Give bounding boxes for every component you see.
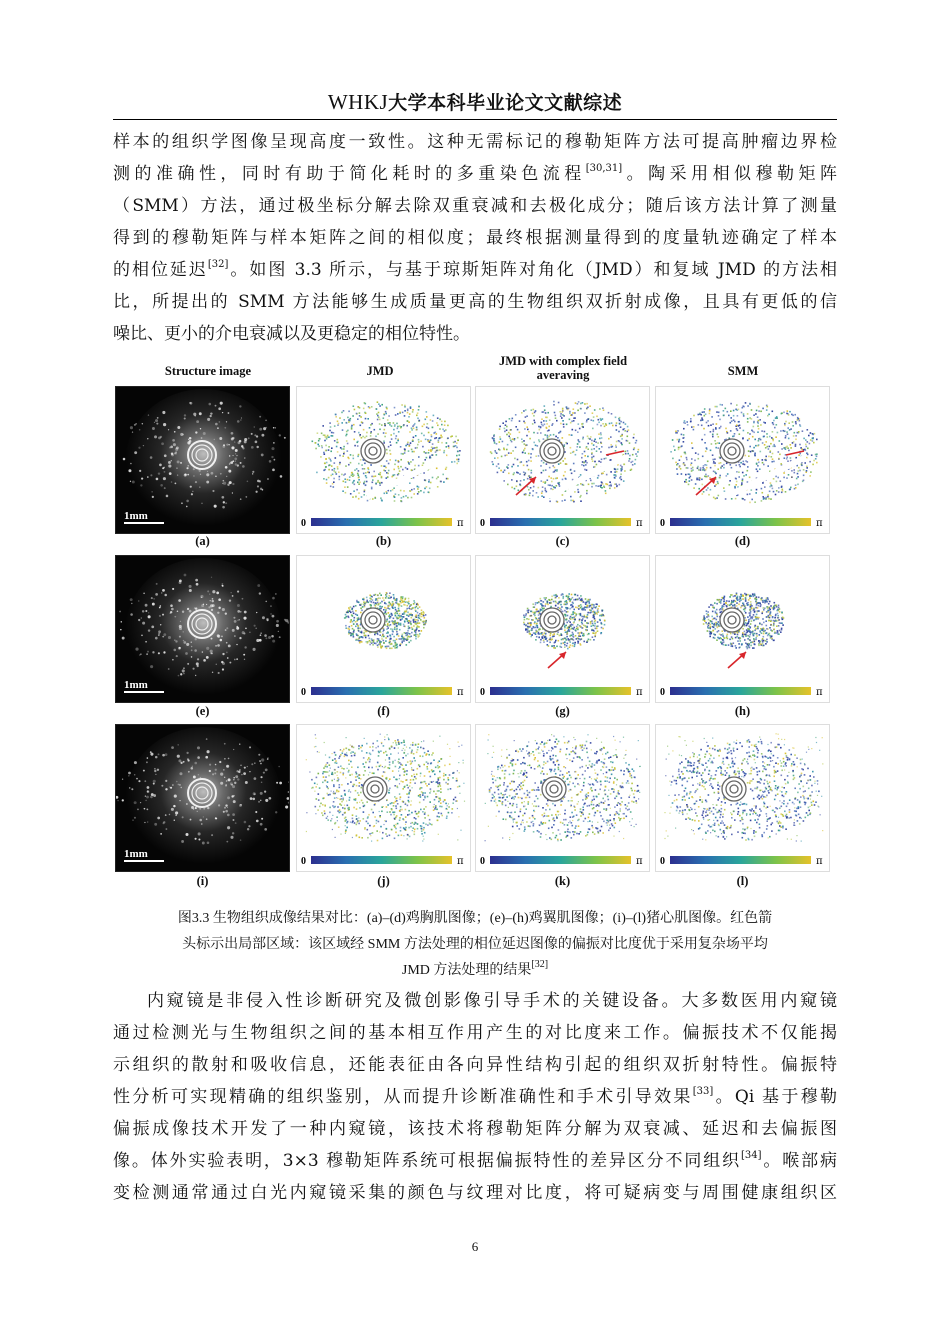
red-arrow — [606, 451, 624, 455]
page-number: 6 — [471, 1239, 479, 1254]
panel-label: (h) — [734, 704, 751, 718]
colorbar-max: π — [457, 518, 464, 529]
catheter-ring — [369, 616, 377, 624]
phase-retardation-panel — [296, 555, 471, 703]
scale-bar-label: 1mm — [124, 679, 148, 691]
colorbar — [670, 518, 811, 526]
col-head-structure: Structure image — [164, 364, 252, 378]
retardation-map — [656, 725, 830, 872]
scale-bar-label: 1mm — [124, 510, 148, 522]
page-header — [0, 88, 950, 115]
retardation-map — [476, 387, 650, 534]
text-run: 。喉部病 — [761, 1151, 838, 1171]
paragraph-line: 样本的组织学图像呈现高度一致性。这种无需标记的穆勒矩阵方法可提高肿瘤边界检 — [113, 132, 837, 152]
col-head-text: JMD with complex field averaving — [498, 354, 628, 382]
catheter-ring — [550, 785, 558, 793]
panel-label: (l) — [736, 874, 749, 888]
paragraph-line — [113, 1145, 837, 1177]
colorbar-min: 0 — [480, 518, 485, 529]
colorbar-min: 0 — [660, 856, 665, 867]
colorbar — [490, 856, 631, 864]
paragraph-line: 示组织的散射和吸收信息，还能表征由各向异性结构引起的组织双折射特性。偏振特 — [113, 1055, 837, 1075]
panel-label: (g) — [555, 704, 570, 718]
text-run: 性分析可实现精确的组织鉴别，从而提升诊断准确性和手术引导效果 — [113, 1087, 693, 1107]
phase-retardation-panel — [655, 386, 830, 534]
figure-3-3 — [113, 354, 837, 894]
paragraph-line: （SMM）方法，通过极坐标分解去除双重衰减和去极化成分；随后该方法计算了测量 — [113, 196, 837, 216]
col-head-jmd: JMD — [366, 364, 394, 378]
phase-retardation-panel — [655, 555, 830, 703]
citation[interactable]: [32] — [207, 259, 229, 271]
citation[interactable]: [30,31] — [585, 163, 623, 175]
panel-label: (c) — [555, 534, 570, 548]
paragraph-line — [113, 158, 837, 190]
red-arrow — [786, 451, 804, 455]
colorbar-max: π — [816, 687, 823, 698]
colorbar — [670, 687, 811, 695]
paragraph-line: 偏振成像技术开发了一种内窥镜，该技术将穆勒矩阵分解为双衰减、延迟和去偏振图 — [113, 1119, 837, 1139]
paragraph-line: 噪比、更小的介电衰减以及更稳定的相位特性。 — [113, 324, 470, 344]
citation[interactable]: [34] — [741, 1150, 762, 1162]
caption-line: 图3.3 生物组织成像结果对比：(a)–(d)鸡胸肌图像；(e)–(h)鸡翼肌图像；(i)–(l)猪心肌图像。红色箭 — [177, 911, 773, 926]
panel-label: (i) — [196, 874, 209, 888]
oct-image — [116, 387, 290, 534]
citation[interactable]: [33] — [692, 1086, 714, 1098]
retardation-map — [297, 725, 471, 872]
retardation-map — [656, 556, 830, 703]
colorbar-min: 0 — [660, 687, 665, 698]
colorbar — [490, 687, 631, 695]
paragraph-line — [113, 1081, 837, 1113]
catheter-ring — [369, 447, 377, 455]
colorbar-min: 0 — [480, 687, 485, 698]
catheter-ring — [548, 616, 556, 624]
colorbar-min: 0 — [301, 687, 306, 698]
catheter-ring — [728, 616, 736, 624]
phase-retardation-panel — [475, 724, 650, 872]
colorbar-max: π — [636, 687, 643, 698]
colorbar-min: 0 — [301, 856, 306, 867]
panel-label: (b) — [375, 534, 392, 548]
phase-retardation-panel — [655, 724, 830, 872]
phase-retardation-panel — [475, 386, 650, 534]
colorbar-max: π — [457, 687, 464, 698]
paragraph-line: 变检测通常通过白光内窥镜采集的颜色与纹理对比度，将可疑病变与周围健康组织区 — [113, 1183, 837, 1203]
citation[interactable]: [32] — [531, 959, 549, 971]
retardation-map — [476, 556, 650, 703]
phase-retardation-panel — [296, 724, 471, 872]
header-rule — [113, 119, 837, 120]
paragraph-line: 通过检测光与生物组织之间的基本相互作用产生的对比度来工作。偏振技术不仅能揭 — [113, 1023, 837, 1043]
panel-label: (k) — [554, 874, 571, 888]
colorbar — [311, 856, 452, 864]
colorbar-min: 0 — [301, 518, 306, 529]
structure-image-panel — [115, 386, 290, 534]
panel-label: (e) — [195, 704, 210, 718]
header-title: 大学本科毕业论文文献综述 — [388, 92, 623, 114]
paragraph-line: 内窥镜是非侵入性诊断研究及微创影像引导手术的关键设备。大多数医用内窥镜 — [147, 991, 837, 1011]
colorbar-max: π — [816, 856, 823, 867]
colorbar-min: 0 — [660, 518, 665, 529]
text-run: 测的准确性，同时有助于简化耗时的多重染色流程 — [113, 164, 586, 184]
header-prefix: WHKJ — [327, 90, 389, 114]
caption-line: 头标示出局部区域：该区域经 SMM 方法处理的相位延迟图像的偏振对比度优于采用复杂场平均 — [182, 937, 768, 952]
colorbar — [311, 518, 452, 526]
text-run: JMD 方法处理的结果 — [401, 963, 532, 978]
colorbar-max: π — [457, 856, 464, 867]
paragraph-2 — [113, 985, 837, 1209]
paragraph-line: 得到的穆勒矩阵与样本矩阵之间的相似度；最终根据测量得到的度量轨迹确定了样本 — [113, 228, 837, 248]
colorbar-max: π — [636, 518, 643, 529]
text-run: 。陶采用相似穆勒矩阵 — [622, 164, 838, 184]
col-head-smm: SMM — [727, 364, 759, 378]
paragraph-line: 比，所提出的 SMM 方法能够生成质量更高的生物组织双折射成像，且具有更低的信 — [113, 292, 837, 312]
text-run: 。如图 3.3 所示，与基于琼斯矩阵对角化（JMD）和复域 JMD 的方法相 — [228, 260, 837, 280]
phase-retardation-panel — [475, 555, 650, 703]
catheter-ring — [548, 447, 556, 455]
panel-label: (a) — [195, 534, 210, 548]
scale-bar-label: 1mm — [124, 848, 148, 860]
colorbar-min: 0 — [480, 856, 485, 867]
figure-caption — [113, 906, 837, 984]
oct-image — [116, 725, 290, 872]
colorbar — [670, 856, 811, 864]
paragraph-line — [113, 254, 837, 286]
text-run: 像。体外实验表明，3×3 穆勒矩阵系统可根据偏振特性的差异区分不同组织 — [113, 1151, 742, 1171]
retardation-map — [476, 725, 650, 872]
paragraph-1 — [113, 126, 837, 350]
text-run: 的相位延迟 — [113, 260, 208, 280]
caption-line — [113, 958, 837, 984]
panel-label: (j) — [377, 874, 390, 888]
retardation-map — [297, 387, 471, 534]
phase-retardation-panel — [296, 386, 471, 534]
panel-label: (f) — [377, 704, 390, 718]
structure-image-panel — [115, 724, 290, 872]
colorbar-max: π — [816, 518, 823, 529]
colorbar — [490, 518, 631, 526]
structure-image-panel — [115, 555, 290, 703]
colorbar — [311, 687, 452, 695]
oct-image — [116, 556, 290, 703]
text-run: 。Qi 基于穆勒 — [713, 1087, 838, 1107]
retardation-map — [297, 556, 471, 703]
catheter-ring — [728, 447, 736, 455]
col-head-jmd-complex — [478, 354, 648, 382]
panel-label: (d) — [734, 534, 751, 548]
catheter-ring — [730, 785, 738, 793]
catheter-ring — [371, 785, 379, 793]
colorbar-max: π — [636, 856, 643, 867]
retardation-map — [656, 387, 830, 534]
